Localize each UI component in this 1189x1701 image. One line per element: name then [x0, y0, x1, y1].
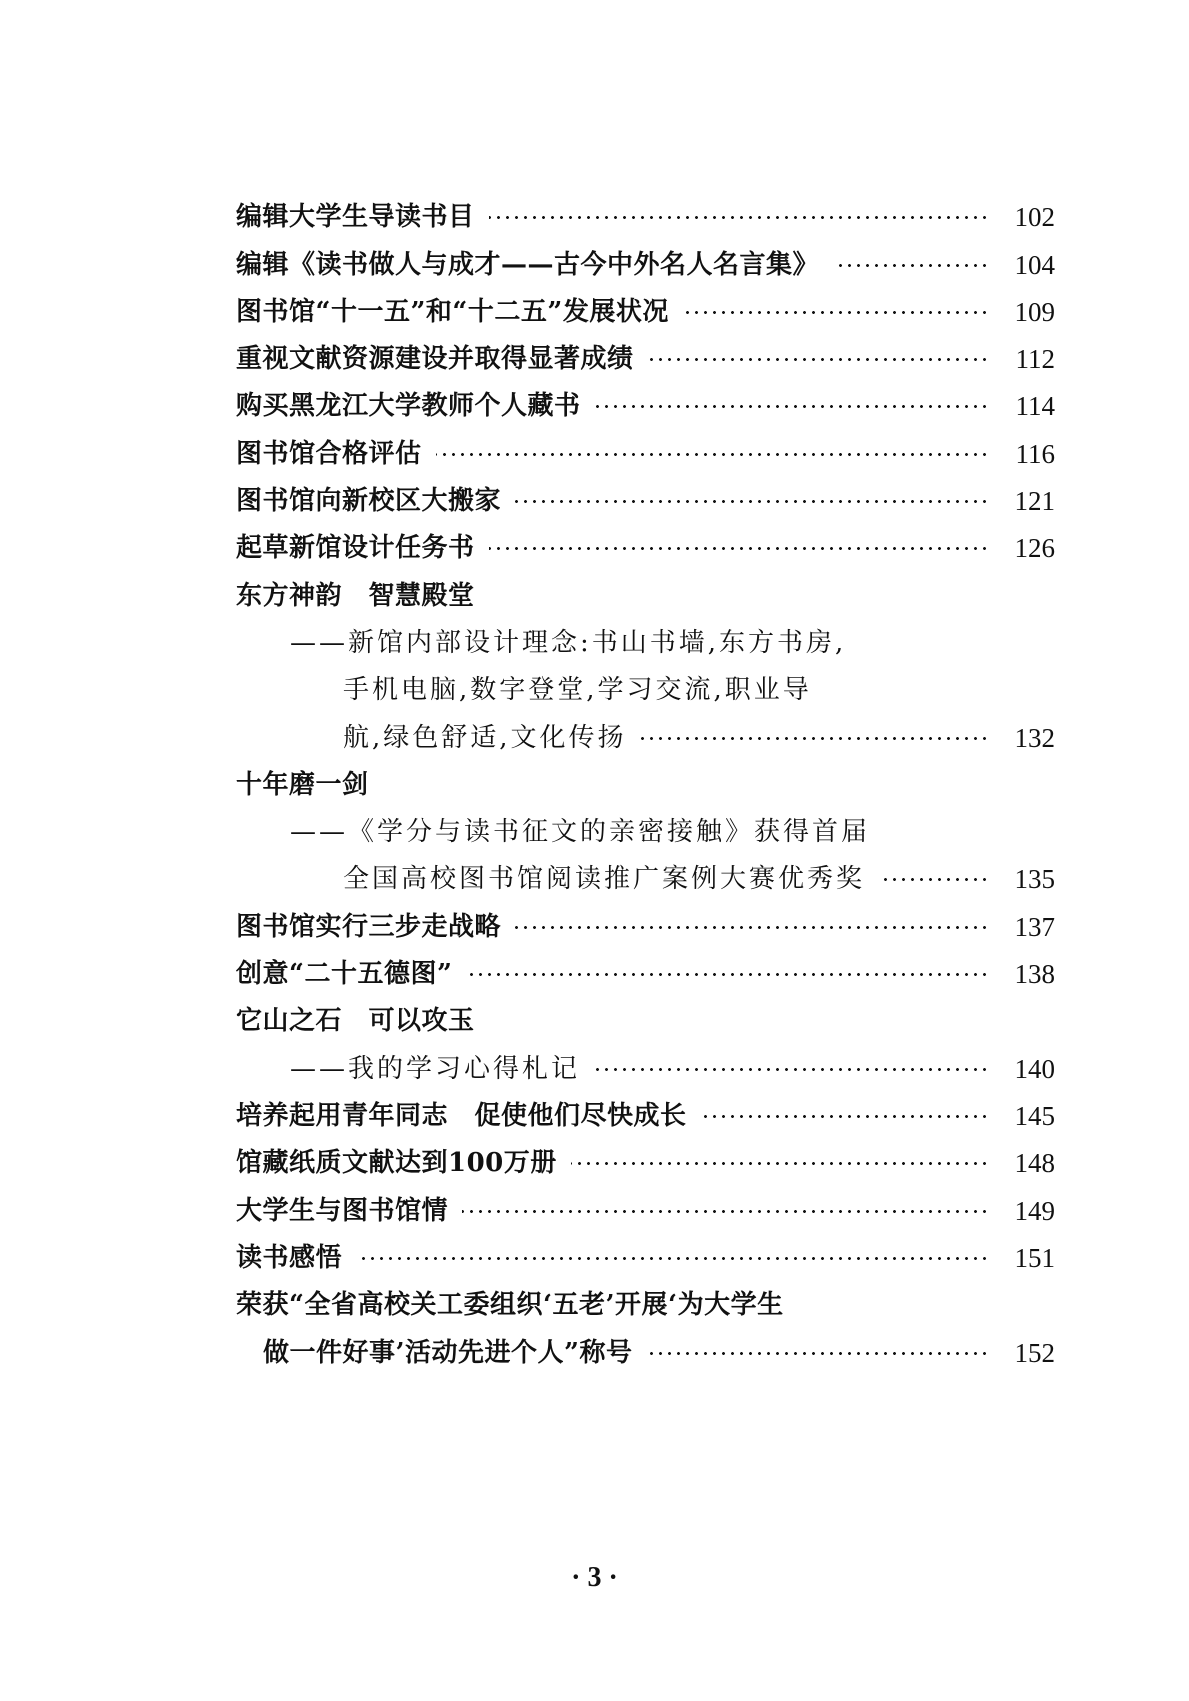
- toc-entry-page: 112: [1015, 344, 1055, 374]
- toc-entry-page: 126: [1014, 533, 1055, 563]
- dot-leader: [356, 1256, 989, 1261]
- toc-entry: [0, 574, 1189, 618]
- toc-subentry: [0, 716, 1189, 760]
- toc-subentry: [0, 1047, 1189, 1091]
- toc-entry-page: 109: [1014, 297, 1055, 327]
- toc-entry: [0, 763, 1189, 807]
- toc-entry: [0, 384, 1189, 428]
- toc-entry-subtitle: ——《学分与读书征文的亲密接触》获得首届: [290, 817, 871, 847]
- toc-entry: [0, 479, 1189, 523]
- toc-entry-subtitle: 航,绿色舒适,文化传扬: [343, 723, 627, 753]
- toc-entry: [0, 243, 1189, 287]
- toc-subentry: [0, 810, 1189, 854]
- dot-leader: [462, 1209, 989, 1214]
- toc-entry-title: 图书馆合格评估: [236, 439, 422, 469]
- dot-leader: [833, 263, 989, 268]
- toc-entry-page: 151: [1014, 1243, 1055, 1273]
- toc-entry: [0, 526, 1189, 570]
- toc-entry-page: 138: [1014, 959, 1055, 989]
- page-number: · 3 ·: [571, 1562, 618, 1593]
- dot-leader: [701, 1114, 989, 1119]
- dot-leader: [879, 877, 989, 882]
- toc-entry: [0, 1189, 1189, 1233]
- toc-entry-page: 152: [1014, 1338, 1055, 1368]
- toc-entry: [0, 1094, 1189, 1138]
- toc-entry-page: 140: [1014, 1054, 1055, 1084]
- toc-entry-page: 116: [1015, 439, 1055, 469]
- dot-leader: [515, 499, 989, 504]
- toc-subentry: [0, 668, 1189, 712]
- toc-entry-title: 培养起用青年同志 促使他们尽快成长: [236, 1101, 687, 1131]
- dot-leader: [489, 215, 989, 220]
- toc-entry-page: 104: [1014, 250, 1055, 280]
- dot-leader: [647, 1351, 989, 1356]
- toc-subentry: [0, 857, 1189, 901]
- toc-entry: [0, 432, 1189, 476]
- toc-entry-title: 图书馆向新校区大搬家: [236, 486, 502, 516]
- toc-entry-page: 121: [1014, 486, 1055, 516]
- dot-leader: [466, 972, 989, 977]
- toc-entry: [0, 195, 1189, 239]
- dot-leader: [515, 925, 989, 930]
- toc-entry-title: 东方神韵 智慧殿堂: [236, 581, 475, 611]
- toc-entry-title: 馆藏纸质文献达到100万册: [236, 1148, 557, 1178]
- toc-entry: [0, 1141, 1189, 1185]
- dot-leader: [489, 546, 989, 551]
- toc-entry-title: 编辑《读书做人与成才——古今中外名人名言集》: [236, 250, 820, 280]
- toc-entry-title: 编辑大学生导读书目: [236, 202, 475, 232]
- toc-entry-subtitle: 手机电脑,数字登堂,学习交流,职业导: [343, 675, 812, 705]
- toc-subentry: [0, 621, 1189, 665]
- toc-entry-subtitle: 全国高校图书馆阅读推广案例大赛优秀奖: [343, 864, 866, 894]
- toc-entry-title: 图书馆“十一五”和“十二五”发展状况: [236, 297, 669, 327]
- toc-entry: [0, 290, 1189, 334]
- dot-leader: [683, 310, 989, 315]
- toc-entry: [0, 1283, 1189, 1327]
- dot-leader: [594, 1067, 989, 1072]
- toc-entry-title: 图书馆实行三步走战略: [236, 912, 502, 942]
- toc-entry: [0, 1236, 1189, 1280]
- toc-entry-title: 重视文献资源建设并取得显著成绩: [236, 344, 634, 374]
- toc-entry: [0, 999, 1189, 1043]
- toc-entry-page: 135: [1014, 864, 1055, 894]
- toc-entry-page: 132: [1014, 723, 1055, 753]
- toc-entry-title: 起草新馆设计任务书: [236, 533, 475, 563]
- toc-entry-title: 做一件好事’活动先进个人”称号: [263, 1338, 633, 1368]
- toc-entry-subtitle: ——我的学习心得札记: [290, 1054, 581, 1084]
- toc-entry: [0, 905, 1189, 949]
- toc-entry-title: 十年磨一剑: [236, 770, 369, 800]
- toc-entry: [0, 1331, 1189, 1375]
- dot-leader: [571, 1161, 989, 1166]
- toc-entry-title: 它山之石 可以攻玉: [236, 1006, 475, 1036]
- toc-entry: [0, 952, 1189, 996]
- toc-entry-subtitle: ——新馆内部设计理念:书山书墙,东方书房,: [290, 628, 847, 658]
- dot-leader: [436, 452, 989, 457]
- toc-entry-page: 102: [1014, 202, 1055, 232]
- toc-entry-title: 大学生与图书馆情: [236, 1196, 449, 1226]
- dot-leader: [641, 736, 989, 741]
- toc-entry: [0, 337, 1189, 381]
- dot-leader: [648, 357, 989, 362]
- toc-entry-page: 114: [1015, 391, 1055, 421]
- toc-entry-page: 148: [1014, 1148, 1055, 1178]
- toc-entry-page: 149: [1014, 1196, 1055, 1226]
- toc-entry-title: 购买黑龙江大学教师个人藏书: [236, 391, 581, 421]
- toc-entry-title: 荣获“全省高校关工委组织‘五老’开展‘为大学生: [236, 1290, 784, 1320]
- toc-entry-title: 读书感悟: [236, 1243, 343, 1273]
- toc-entry-page: 145: [1014, 1101, 1055, 1131]
- toc-entry-page: 137: [1014, 912, 1055, 942]
- dot-leader: [595, 404, 989, 409]
- toc-entry-title: 创意“二十五德图”: [236, 959, 453, 989]
